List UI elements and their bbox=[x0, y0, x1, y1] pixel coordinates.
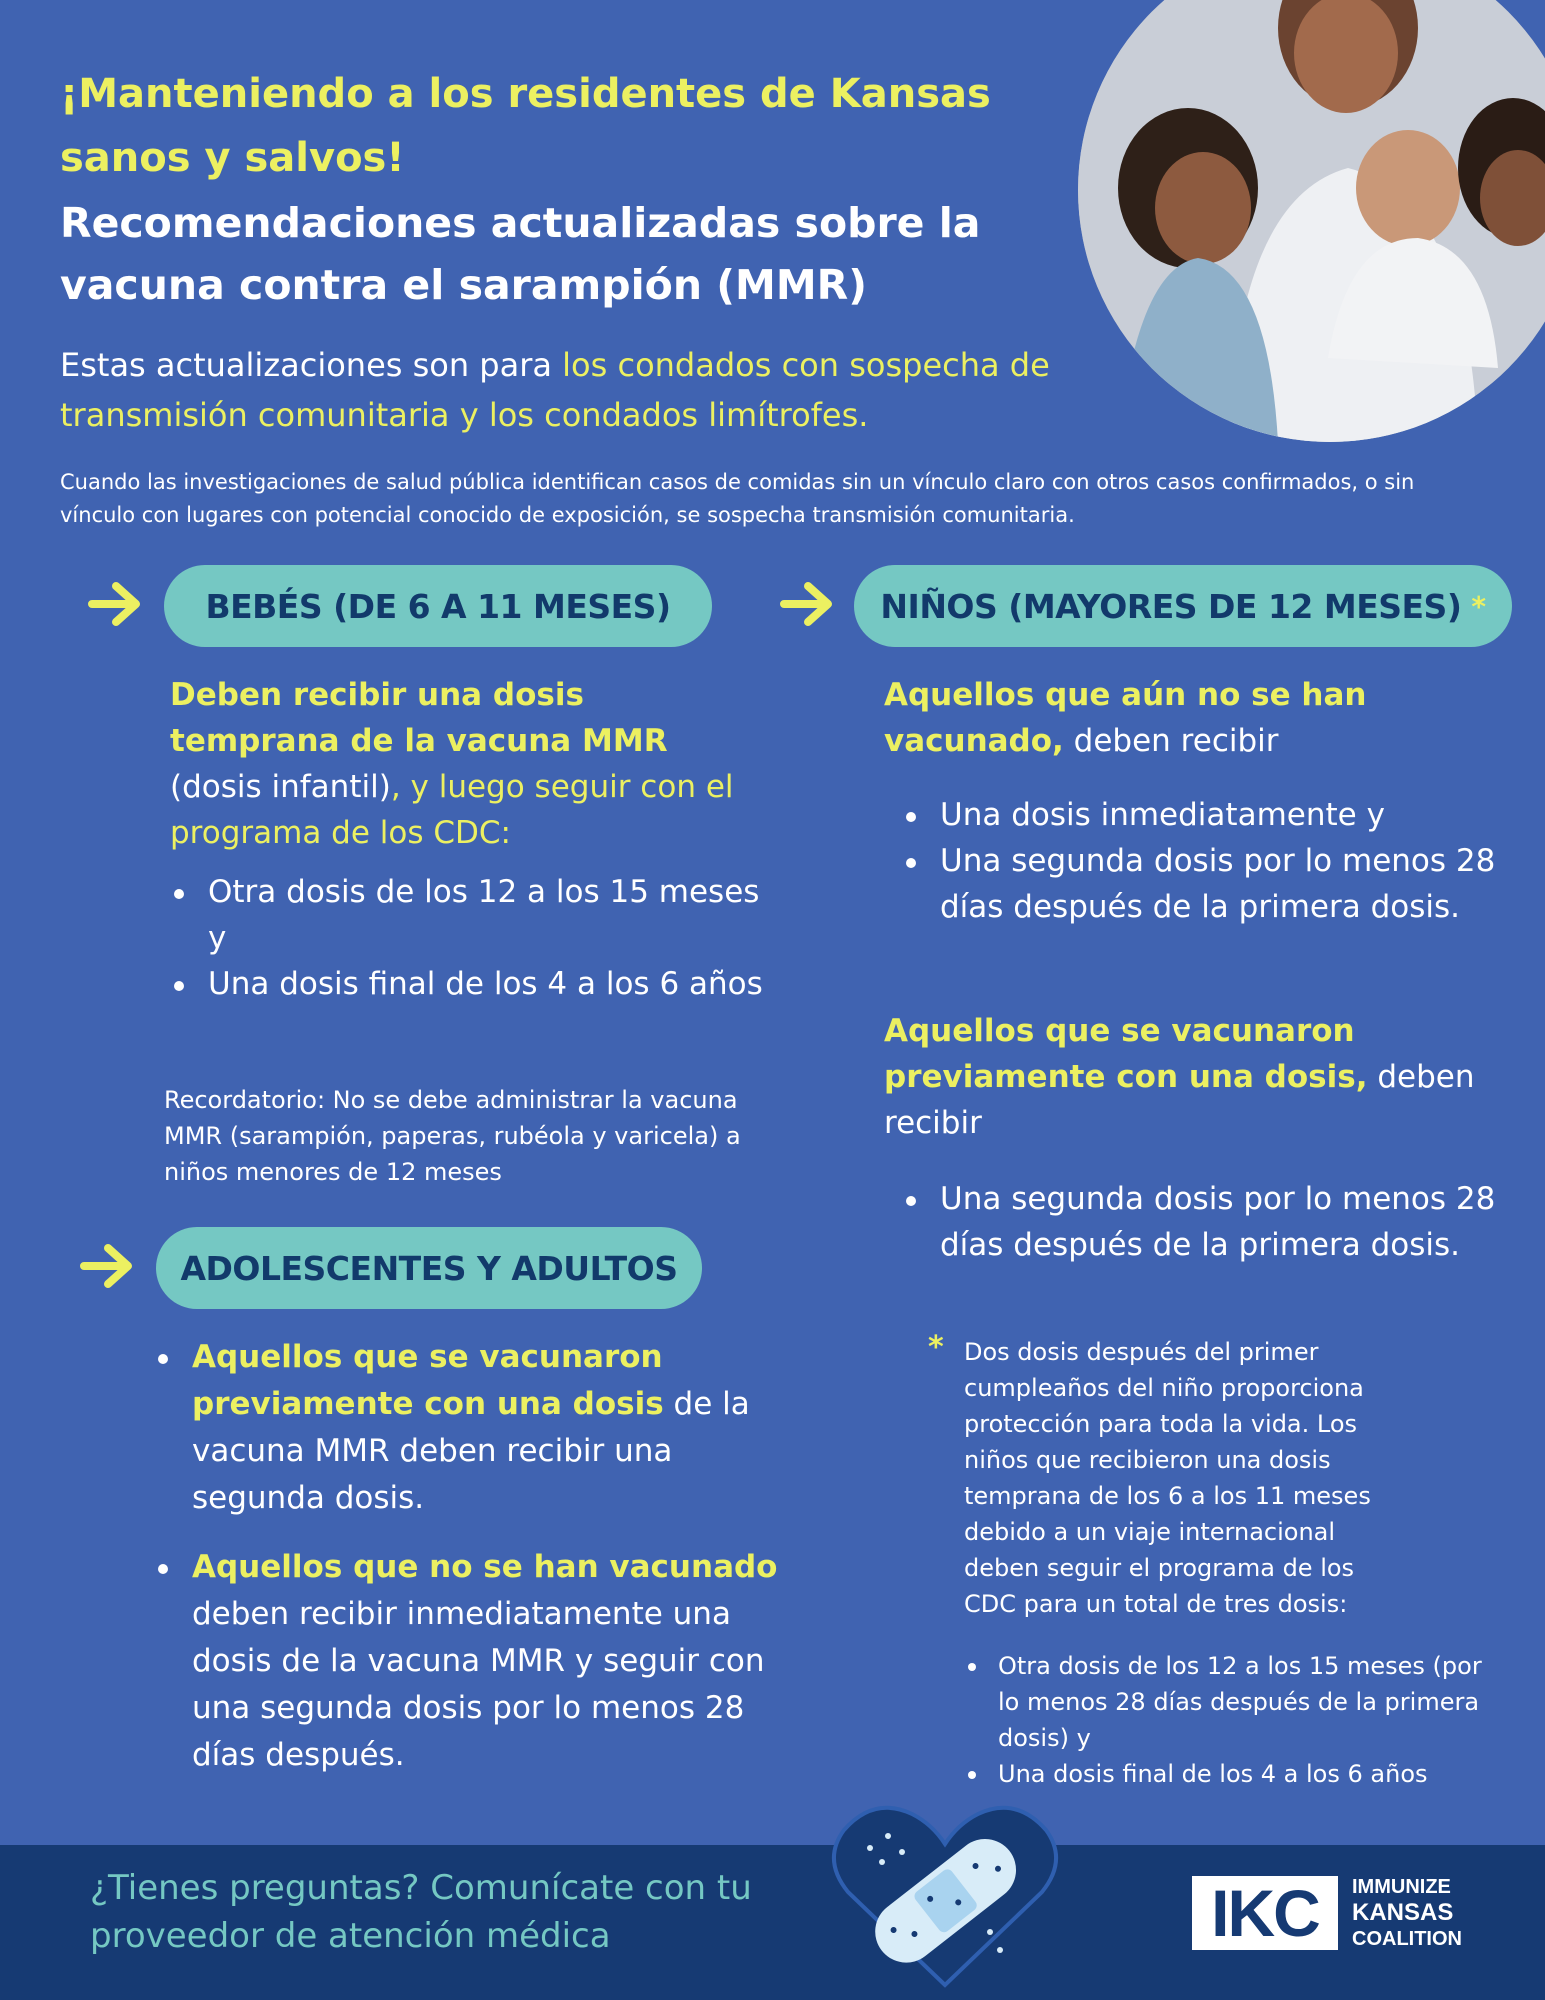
intro-highlight: los condados con sospecha de transmisión comunitaria y los condados limítrofes. bbox=[60, 346, 1050, 434]
adults-item2-bold: Aquellos que no se han vacunado bbox=[192, 1549, 778, 1585]
babies-reminder: Recordatorio: No se debe administrar la vacuna MMR (sarampión, paperas, rubéola y varicela) a niños menores de 12 meses bbox=[164, 1086, 741, 1186]
babies-bullet-list bbox=[170, 869, 780, 1007]
babies-lead-plain: (dosis infantil) bbox=[170, 769, 391, 805]
headline: ¡Manteniendo a los residentes de Kansas sanos y salvos! bbox=[60, 71, 991, 181]
logo-line1: IMMUNIZE bbox=[1352, 1876, 1451, 1898]
ikc-logo bbox=[1192, 1873, 1462, 1953]
list-item: Otra dosis de los 12 a los 15 meses (por lo menos 28 días después de la primera dosis) y bbox=[964, 1648, 1484, 1756]
children-group1-plain: deben recibir bbox=[1063, 723, 1279, 759]
arrow-right-icon bbox=[88, 580, 144, 628]
babies-lead-tail: , y luego seguir con el programa de los CDC: bbox=[170, 769, 734, 851]
babies-lead bbox=[170, 672, 740, 856]
adults-bullet-list bbox=[154, 1334, 794, 1779]
babies-title-text: BEBÉS (DE 6 A 11 MESES) bbox=[205, 586, 671, 626]
list-item: Una dosis final de los 4 a los 6 años bbox=[964, 1756, 1484, 1792]
children-group2-bold: Aquellos que se vacunaron previamente con una dosis, bbox=[884, 1013, 1368, 1095]
list-item: Una segunda dosis por lo menos 28 días después de la primera dosis. bbox=[902, 1176, 1502, 1268]
arrow-right-icon bbox=[80, 1242, 136, 1290]
children-footnote: Dos dosis después del primer cumpleaños del niño proporciona protección para toda la vida. Los niños que recibieron una dosis temprana de los 6 a los 11 meses debido a un viaje internacional deben seguir el programa de los CDC para un total de tres dosis: bbox=[964, 1338, 1371, 1618]
adults-item1-plain: de la vacuna MMR deben recibir una segunda dosis. bbox=[192, 1386, 750, 1516]
intro-plain: Estas actualizaciones son para bbox=[60, 346, 563, 384]
adults-title-text: ADOLESCENTES Y ADULTOS bbox=[180, 1248, 678, 1288]
children-section-title bbox=[854, 565, 1512, 647]
list-item: Otra dosis de los 12 a los 15 meses y bbox=[170, 869, 780, 961]
adults-section-title bbox=[156, 1227, 702, 1309]
list-item: Una dosis final de los 4 a los 6 años bbox=[170, 961, 780, 1007]
babies-section-title bbox=[164, 565, 712, 647]
footnote-bullets bbox=[964, 1648, 1484, 1792]
babies-lead-bold: Deben recibir una dosis temprana de la vacuna MMR bbox=[170, 677, 668, 759]
footnote-asterisk-icon: * bbox=[928, 1330, 944, 1365]
bandage-heart-icon bbox=[830, 1800, 1060, 1990]
footer-question: ¿Tienes preguntas? Comunícate con tu proveedor de atención médica bbox=[90, 1868, 752, 1956]
children-group1-bullets bbox=[902, 792, 1502, 930]
children-group1-lead bbox=[884, 672, 1444, 764]
children-group2-lead bbox=[884, 1008, 1484, 1146]
list-item: Una segunda dosis por lo menos 28 días después de la primera dosis. bbox=[902, 838, 1502, 930]
ikc-logo-words bbox=[1352, 1874, 1462, 1952]
adults-item1-bold: Aquellos que se vacunaron previamente con una dosis bbox=[192, 1339, 664, 1422]
list-item bbox=[154, 1334, 794, 1522]
community-transmission-note: Cuando las investigaciones de salud pública identifican casos de comidas sin un vínculo claro con otros casos confirmados, o sin vínculo con lugares con potencial conocido de exposición, se sospecha transmisión comunitaria. bbox=[60, 470, 1415, 527]
children-group2-plain: deben recibir bbox=[884, 1059, 1475, 1141]
logo-line2: KANSAS bbox=[1352, 1899, 1454, 1926]
asterisk-icon: * bbox=[1471, 589, 1486, 623]
family-photo bbox=[1078, 0, 1545, 442]
children-title-text: NIÑOS (MAYORES DE 12 MESES) bbox=[880, 586, 1462, 626]
adults-item2-plain: deben recibir inmediatamente una dosis de la vacuna MMR y seguir con una segunda dosis por lo menos 28 días después. bbox=[192, 1596, 765, 1773]
children-group1-bold: Aquellos que aún no se han vacunado, bbox=[884, 677, 1367, 759]
logo-line3: COALITION bbox=[1352, 1928, 1462, 1950]
children-group2-bullets bbox=[902, 1176, 1502, 1268]
list-item: Una dosis inmediatamente y bbox=[902, 792, 1502, 838]
family-photo-illustration bbox=[1078, 0, 1545, 442]
list-item bbox=[154, 1544, 794, 1779]
subhead: Recomendaciones actualizadas sobre la vacuna contra el sarampión (MMR) bbox=[60, 199, 981, 309]
arrow-right-icon bbox=[780, 580, 836, 628]
ikc-logo-mark: IKC bbox=[1192, 1876, 1338, 1950]
intro bbox=[60, 340, 1120, 440]
